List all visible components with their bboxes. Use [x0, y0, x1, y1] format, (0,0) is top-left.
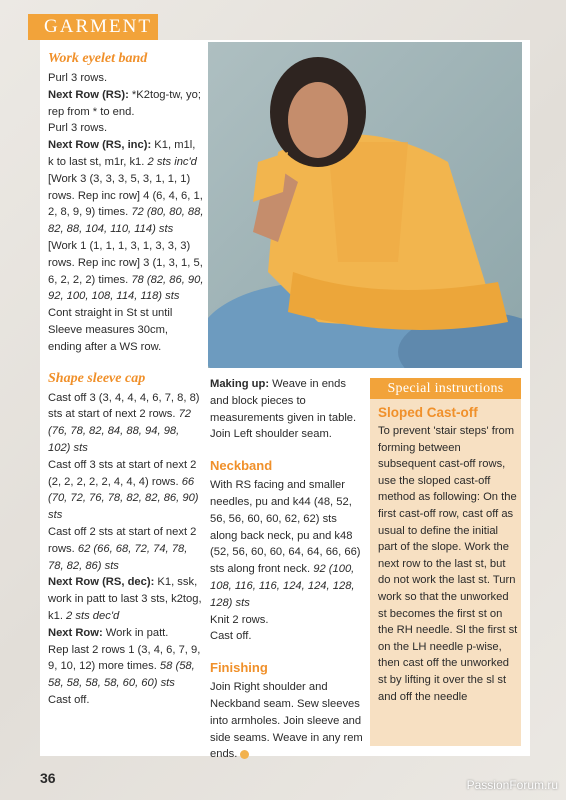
making-up-paragraph [210, 376, 365, 443]
text: K1, ssk, work in patt to last 3 sts, k2tog, k1. [48, 576, 202, 622]
finishing-paragraph [210, 679, 365, 763]
text: Cast off 3 sts at start of next 2 (2, 2, 2, 2, 2, 4, 4, 4) rows. [48, 458, 197, 488]
text: Work in patt. [102, 626, 169, 639]
watermark: PassionForum.ru [466, 778, 558, 792]
text: Purl 3 rows. [48, 72, 108, 84]
label: Next Row (RS, dec): [48, 576, 155, 589]
label: Next Row (RS, inc): [48, 139, 152, 152]
label: Making up: [210, 378, 270, 390]
instruction [48, 390, 204, 457]
page-number: 36 [40, 770, 56, 786]
special-instructions-tab: Special instructions [370, 378, 521, 399]
text: With RS facing and smaller needles, pu and k44 (48, 52, 56, 56, 60, 60, 62, 62) sts along back neck, pu and k48 (52, 56, 60, 60, 64, 64, 66, 66) sts along front neck. [210, 479, 361, 576]
heading-work-eyelet-band: Work eyelet band [48, 51, 148, 66]
instruction [48, 457, 204, 524]
section-tab [28, 14, 158, 40]
text: Cast off. [210, 630, 252, 643]
instruction [48, 642, 204, 692]
text: Cont straight in St st until Sleeve measures 30cm, ending after a WS row. [48, 307, 173, 353]
instruction [48, 574, 204, 624]
instruction [48, 137, 204, 171]
instruction [48, 238, 204, 305]
text: *K2tog-tw, yo; rep from * to end. [48, 88, 201, 118]
instruction [48, 171, 204, 238]
label: Next Row (RS): [48, 88, 129, 101]
text: Cast off. [48, 693, 90, 706]
model-photo [208, 42, 522, 368]
end-dot-icon [240, 750, 249, 759]
model-illustration [208, 42, 522, 368]
text: Rep last 2 rows 1 (3, 4, 6, 7, 9, 9, 10, 12) more times. [48, 643, 201, 673]
text: Cast off 2 sts at start of next 2 rows. [48, 525, 197, 555]
column-middle [210, 376, 365, 763]
stitch-count: 72 (80, 80, 88, 82, 88, 104, 110, 114) sts [48, 206, 204, 236]
text: Knit 2 rows. [210, 613, 269, 626]
stitch-count: 78 (82, 86, 90, 92, 100, 108, 114, 118) sts [48, 273, 204, 303]
heading-finishing: Finishing [210, 660, 268, 676]
text: [Work 1 (1, 1, 1, 3, 1, 3, 3, 3) rows. Rep inc row] 3 (1, 3, 1, 5, 6, 2, 2, 2) times. [48, 239, 203, 286]
text: Weave in ends and block pieces to measurements given in table. Join Left shoulder seam. [210, 378, 357, 441]
section-label: GARMENT [44, 16, 152, 37]
heading-neckband: Neckband [210, 458, 273, 474]
instruction [48, 625, 204, 642]
text: Purl 3 rows. [48, 122, 108, 135]
stitch-count: 66 (70, 72, 76, 78, 82, 82, 86, 90) sts [48, 475, 199, 522]
text: Join Right shoulder and Neckband seam. Sew sleeves into armholes. Join sleeve and side seams. Weave in any rem ends. [210, 681, 363, 761]
stitch-count: 2 sts inc'd [147, 155, 197, 168]
text: Cast off 3 (3, 4, 4, 4, 6, 7, 8, 8) sts at start of next 2 rows. [48, 391, 200, 421]
stitch-count: 2 sts dec'd [66, 609, 120, 622]
heading-sloped-cast-off: Sloped Cast-off [378, 405, 478, 420]
instruction [210, 477, 365, 611]
instruction [48, 87, 204, 121]
label: Next Row: [48, 626, 103, 639]
special-body [378, 404, 518, 705]
heading-shape-sleeve-cap: Shape sleeve cap [48, 370, 146, 386]
text: K1, m1l, k to last st, m1r, k1. [48, 139, 196, 168]
stitch-count: 62 (66, 68, 72, 74, 78, 78, 82, 86) sts [48, 542, 188, 572]
stitch-count: 92 (100, 108, 116, 116, 124, 124, 128, 128) sts [210, 563, 355, 609]
instruction [48, 524, 204, 574]
special-instructions-box [370, 378, 521, 746]
stitch-count: 72 (76, 78, 82, 84, 88, 94, 98, 102) sts [48, 408, 192, 454]
column-left [48, 50, 204, 709]
stitch-count: 58 (58, 58, 58, 58, 58, 60, 60) sts [48, 660, 195, 690]
text: [Work 3 (3, 3, 3, 5, 3, 1, 1, 1) rows. Rep inc row] 4 (6, 4, 6, 1, 2, 8, 9, 9) times. [48, 172, 203, 219]
text: To prevent 'stair steps' from forming between subsequent cast-off rows, use the sloped cast-off method as following: On the first cast-off row, cast off as usual to define the initial part of the slope. Work the next row to the last st, but do not work the last st. Turn work so that the unworked st becomes the first st on the RH needle. Sl the first st on the LH needle p-wise, then cast off the unworked st by lifting it over the sl st and off the needle [378, 425, 518, 703]
